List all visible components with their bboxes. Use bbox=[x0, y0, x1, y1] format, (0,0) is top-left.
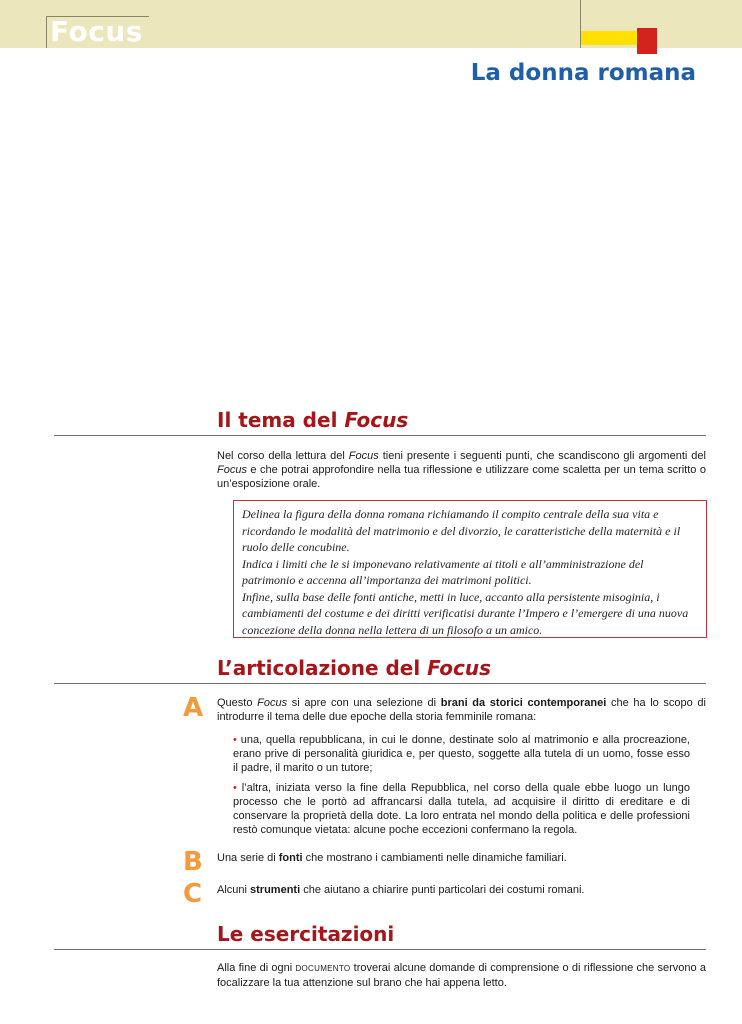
a-text-1: Focus bbox=[257, 697, 288, 709]
bullet-text-2: l’altra, iniziata verso la fine della Repubblica, nel corso della quale ebbe luogo un lungo processo che le portò ad affrancarsi dalla tutela, ad acquisire il diritto di ereditare e di conservare la proprietà della dote. La loro entrata nel mondo della politica e delle professioni restò comunque vietata: alcune poche eccezioni confermano la regola. bbox=[233, 782, 690, 836]
header-box-line-left bbox=[46, 16, 47, 48]
bullet-symbol-1: • bbox=[233, 734, 237, 746]
ex-text-2: troverai alcune domande di comprensione o di riflessione che servono a focalizzare la tua attenzione sul brano che hai appena letto. bbox=[217, 962, 706, 989]
heading-esercitazioni: Le esercitazioni bbox=[217, 922, 395, 946]
section-b-text bbox=[217, 851, 706, 865]
letter-b: B bbox=[183, 847, 203, 877]
rule-tema bbox=[54, 435, 706, 436]
section-c-text bbox=[217, 883, 706, 897]
a-text-2: si apre con una selezione di bbox=[287, 697, 441, 709]
b-text-2: che mostrano i cambiamenti nelle dinamiche familiari. bbox=[302, 852, 567, 864]
heading-articolazione-em: Focus bbox=[427, 656, 492, 680]
tema-intro-1: Focus bbox=[348, 450, 379, 462]
tema-intro-3: Focus bbox=[217, 464, 247, 476]
guideline-1: Delinea la figura della donna romana richiamando il compito centrale della sua vita e ricordando le modalità del matrimonio e del divorzio, le caratteristiche della maternità e il ruolo delle concubine. bbox=[242, 507, 681, 554]
letter-a: A bbox=[183, 693, 204, 723]
guidelines-box bbox=[233, 500, 707, 638]
section-label: Focus bbox=[50, 15, 143, 48]
heading-articolazione-text: L’articolazione del bbox=[217, 656, 428, 680]
tema-intro bbox=[217, 449, 706, 491]
yellow-band bbox=[581, 31, 637, 45]
rule-articolazione bbox=[54, 683, 706, 684]
a-text-3: brani da storici contemporanei bbox=[440, 697, 607, 709]
page-title: La donna romana bbox=[470, 60, 696, 86]
tema-intro-0: Nel corso della lettura del bbox=[217, 450, 349, 462]
heading-tema-em: Focus bbox=[344, 408, 409, 432]
bullet-item-1 bbox=[233, 733, 690, 775]
guideline-2: Indica i limiti che le si imponevano relativamente ai titoli e all’amministrazione del patrimonio e accenna all’importanza dei matrimoni politici. bbox=[242, 556, 644, 587]
b-text-1: fonti bbox=[278, 852, 303, 864]
esercitazioni-text bbox=[217, 961, 706, 990]
tema-intro-2: tieni presente i seguenti punti, che scandiscono gli argomenti del bbox=[378, 450, 706, 462]
ex-text-1: DOCUMENTO bbox=[295, 964, 351, 973]
heading-tema-text: Il tema del bbox=[217, 408, 345, 432]
bullet-text-1: una, quella repubblicana, in cui le donne, destinate solo al matrimonio e alla procreazione, erano prive di personalità giuridica e, per questo, soggette alla tutela di un uomo, fosse esso il padre, il marito o un tutore; bbox=[233, 734, 690, 774]
letter-c: C bbox=[183, 879, 203, 909]
guideline-3: Infine, sulla base delle fonti antiche, metti in luce, accanto alla persistente misoginia, i cambiamenti del costume e dei diritti verificatisi durante l’Impero e l’emergere di una nuova concezione della donna nella lettera di un filosofo a un amico. bbox=[242, 589, 689, 637]
bullet-symbol-2: • bbox=[233, 782, 237, 794]
b-text-0: Una serie di bbox=[217, 852, 279, 864]
heading-tema bbox=[217, 408, 408, 432]
bullet-item-2 bbox=[233, 781, 690, 837]
a-text-0: Questo bbox=[217, 697, 258, 709]
c-text-2: che aiutano a chiarire punti particolari dei costumi romani. bbox=[300, 884, 585, 896]
a-text-4: che ha lo scopo di introdurre il tema delle due epoche della storia femminile romana: bbox=[217, 697, 706, 723]
section-a-text bbox=[217, 696, 706, 724]
tema-intro-4: e che potrai approfondire nella tua riflessione e utilizzare come scaletta per un tema scritto o un’esposizione orale. bbox=[217, 464, 706, 490]
rule-esercitazioni bbox=[54, 949, 706, 950]
c-text-1: strumenti bbox=[250, 884, 301, 896]
red-block bbox=[637, 28, 657, 54]
c-text-0: Alcuni bbox=[217, 884, 251, 896]
ex-text-0: Alla fine di ogni bbox=[217, 962, 296, 974]
heading-articolazione bbox=[217, 656, 491, 680]
